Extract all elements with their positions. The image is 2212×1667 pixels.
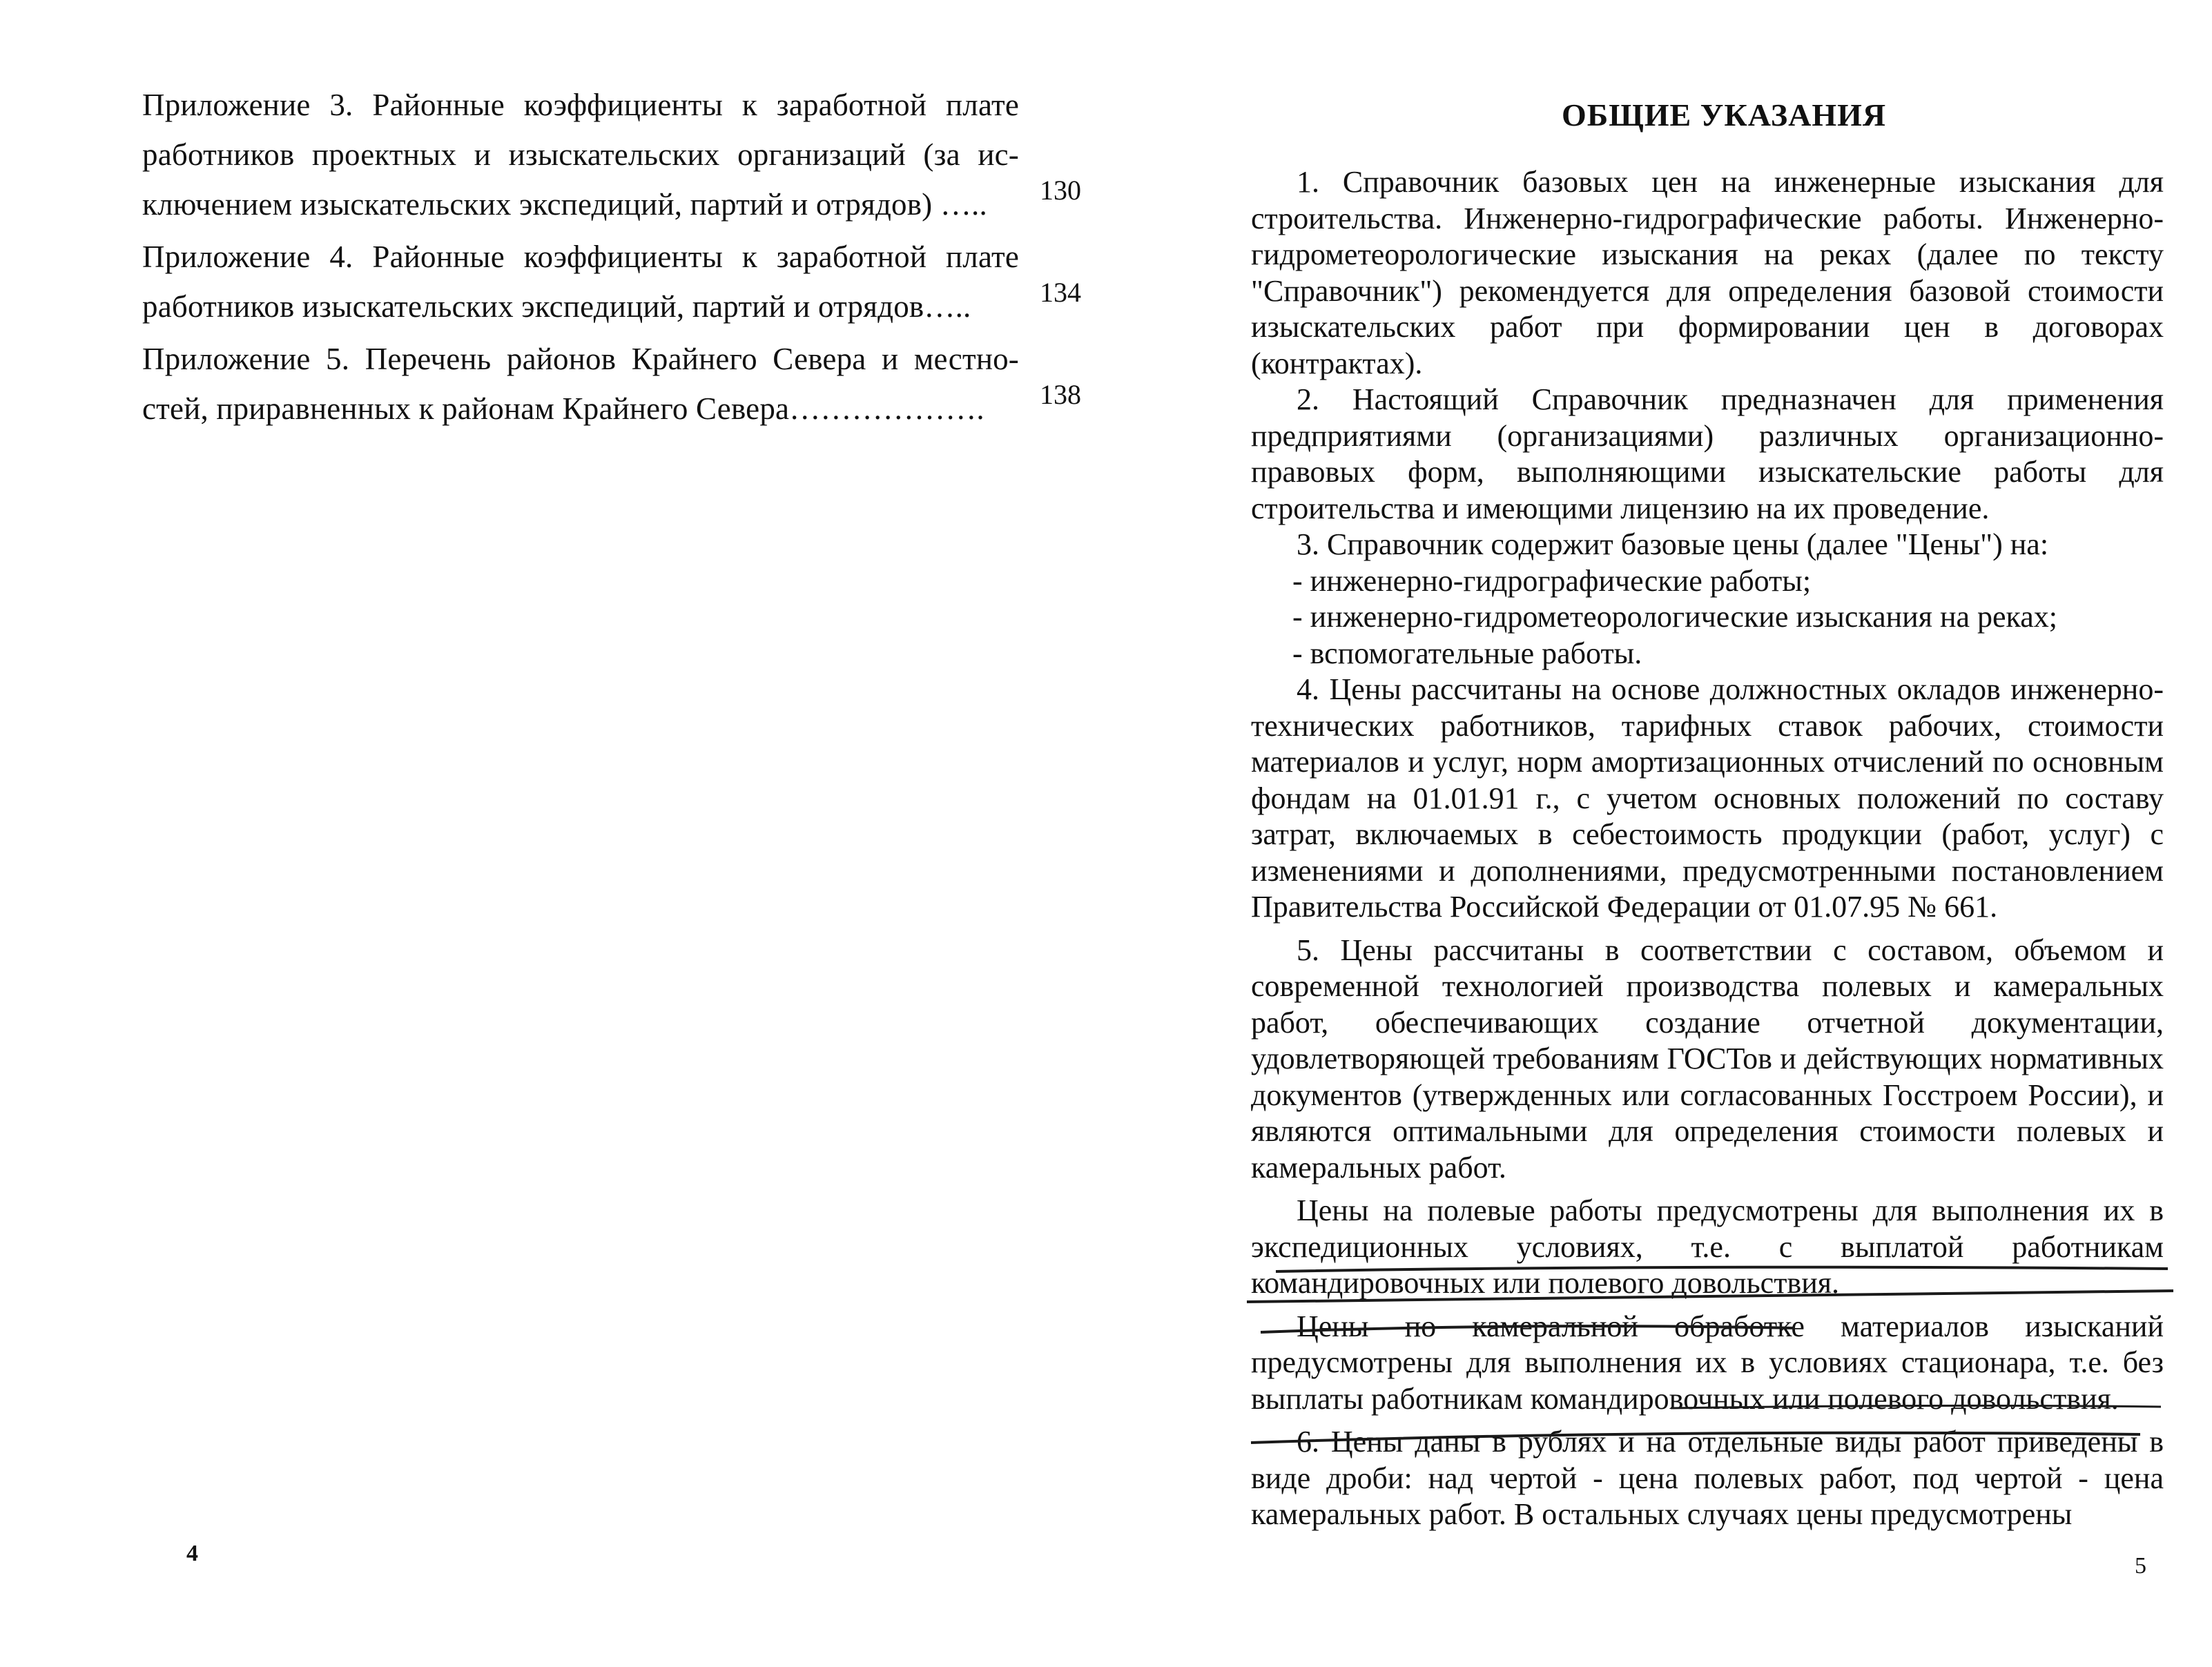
toc-line: работников проектных и изыскательских организаций (за ис- [142, 137, 1019, 172]
section-title: ОБЩИЕ УКАЗАНИЯ [1562, 97, 1887, 133]
paragraph-2: 2. Настоящий Справочник предназначен для применения предприятиями (организациями) различных организационно-правовых форм, выполняющими изыскательские работы для строительства и имеющими лицензию на их проведение. [1251, 382, 2164, 525]
toc-entry-appendix-3[interactable] [142, 80, 1081, 229]
page-number-left: 4 [186, 1541, 198, 1566]
paragraph-5: 5. Цены рассчитаны в соответствии с составом, объемом и современной технологией производства полевых и камеральных работ, обеспечивающих создание отчетной документации, удовлетворяющей требованиям ГОСТов и действующих нормативных документов (утвержденных или согласованных Госстроем России), и являются оптимальными для определения стоимости полевых и камеральных работ. [1251, 933, 2164, 1185]
paragraph-5-field-prices: Цены на полевые работы предусмотрены для выполнения их в экспедиционных условиях, т.е. с выплатой работникам командировочных или полевого довольствия. [1251, 1193, 2164, 1300]
paragraph-4: 4. Цены рассчитаны на основе должностных окладов инженерно-технических работников, тарифных ставок рабочих, стоимости материалов и услуг, норм амортизационных отчислений по основным фондам на 01.01.91 г., с учетом основных положений по составу затрат, включаемых в себестоимость продукции (работ, услуг) с изменениями и дополнениями, предусмотренными постановлением Правительства Российской Федерации от 01.07.95 № 661. [1251, 672, 2164, 924]
toc-line: стей, приравненных к районам Крайнего Севера………………. [142, 391, 984, 426]
paragraph-1: 1. Справочник базовых цен на инженерные изыскания для строительства. Инженерно-гидрографические работы. Инженерно-гидрометеорологические изыскания на реках (далее по тексту "Справочник") рекомендуется для определения базовой стоимости изыскательских работ при формировании цен в договорах (контрактах). [1251, 165, 2164, 380]
toc-line: Приложение 4. Районные коэффициенты к заработной плате [142, 240, 1019, 274]
list-item: - инженерно-гидрометеорологические изыскания на реках; [1292, 600, 2058, 634]
toc-entry-appendix-4[interactable] [142, 232, 1081, 331]
section-body [1251, 164, 2164, 1533]
paragraph-5-office-prices: Цены по камеральной обработке материалов изысканий предусмотрены для выполнения их в условиях стационара, т.е. без выплаты работникам командировочных или полевого довольствия. [1251, 1309, 2164, 1416]
toc-page-number: 130 [1040, 175, 1081, 206]
toc-line: Приложение 3. Районные коэффициенты к заработной плате [142, 88, 1019, 122]
toc-line: Приложение 5. Перечень районов Крайнего Севера и местно- [142, 342, 1019, 376]
paragraph-3: 3. Справочник содержит базовые цены (далее "Цены") на: [1297, 527, 2049, 561]
toc-page-number: 138 [1040, 379, 1081, 410]
list-item: - вспомогательные работы. [1292, 636, 1642, 670]
toc-page-number: 134 [1040, 277, 1081, 308]
page-number-right: 5 [2135, 1553, 2146, 1579]
toc-line: работников изыскательских экспедиций, партий и отрядов….. [142, 289, 971, 324]
list-item: - инженерно-гидрографические работы; [1292, 563, 1812, 598]
paragraph-6: 6. Цены даны в рублях и на отдельные виды работ приведены в виде дроби: над чертой - цена полевых работ, под чертой - цена камеральных работ. В остальных случаях цены предусмотрены [1251, 1425, 2164, 1531]
toc-line: ключением изыскательских экспедиций, партий и отрядов) ….. [142, 187, 987, 222]
table-of-contents [142, 80, 1081, 436]
toc-entry-appendix-5[interactable] [142, 334, 1081, 433]
